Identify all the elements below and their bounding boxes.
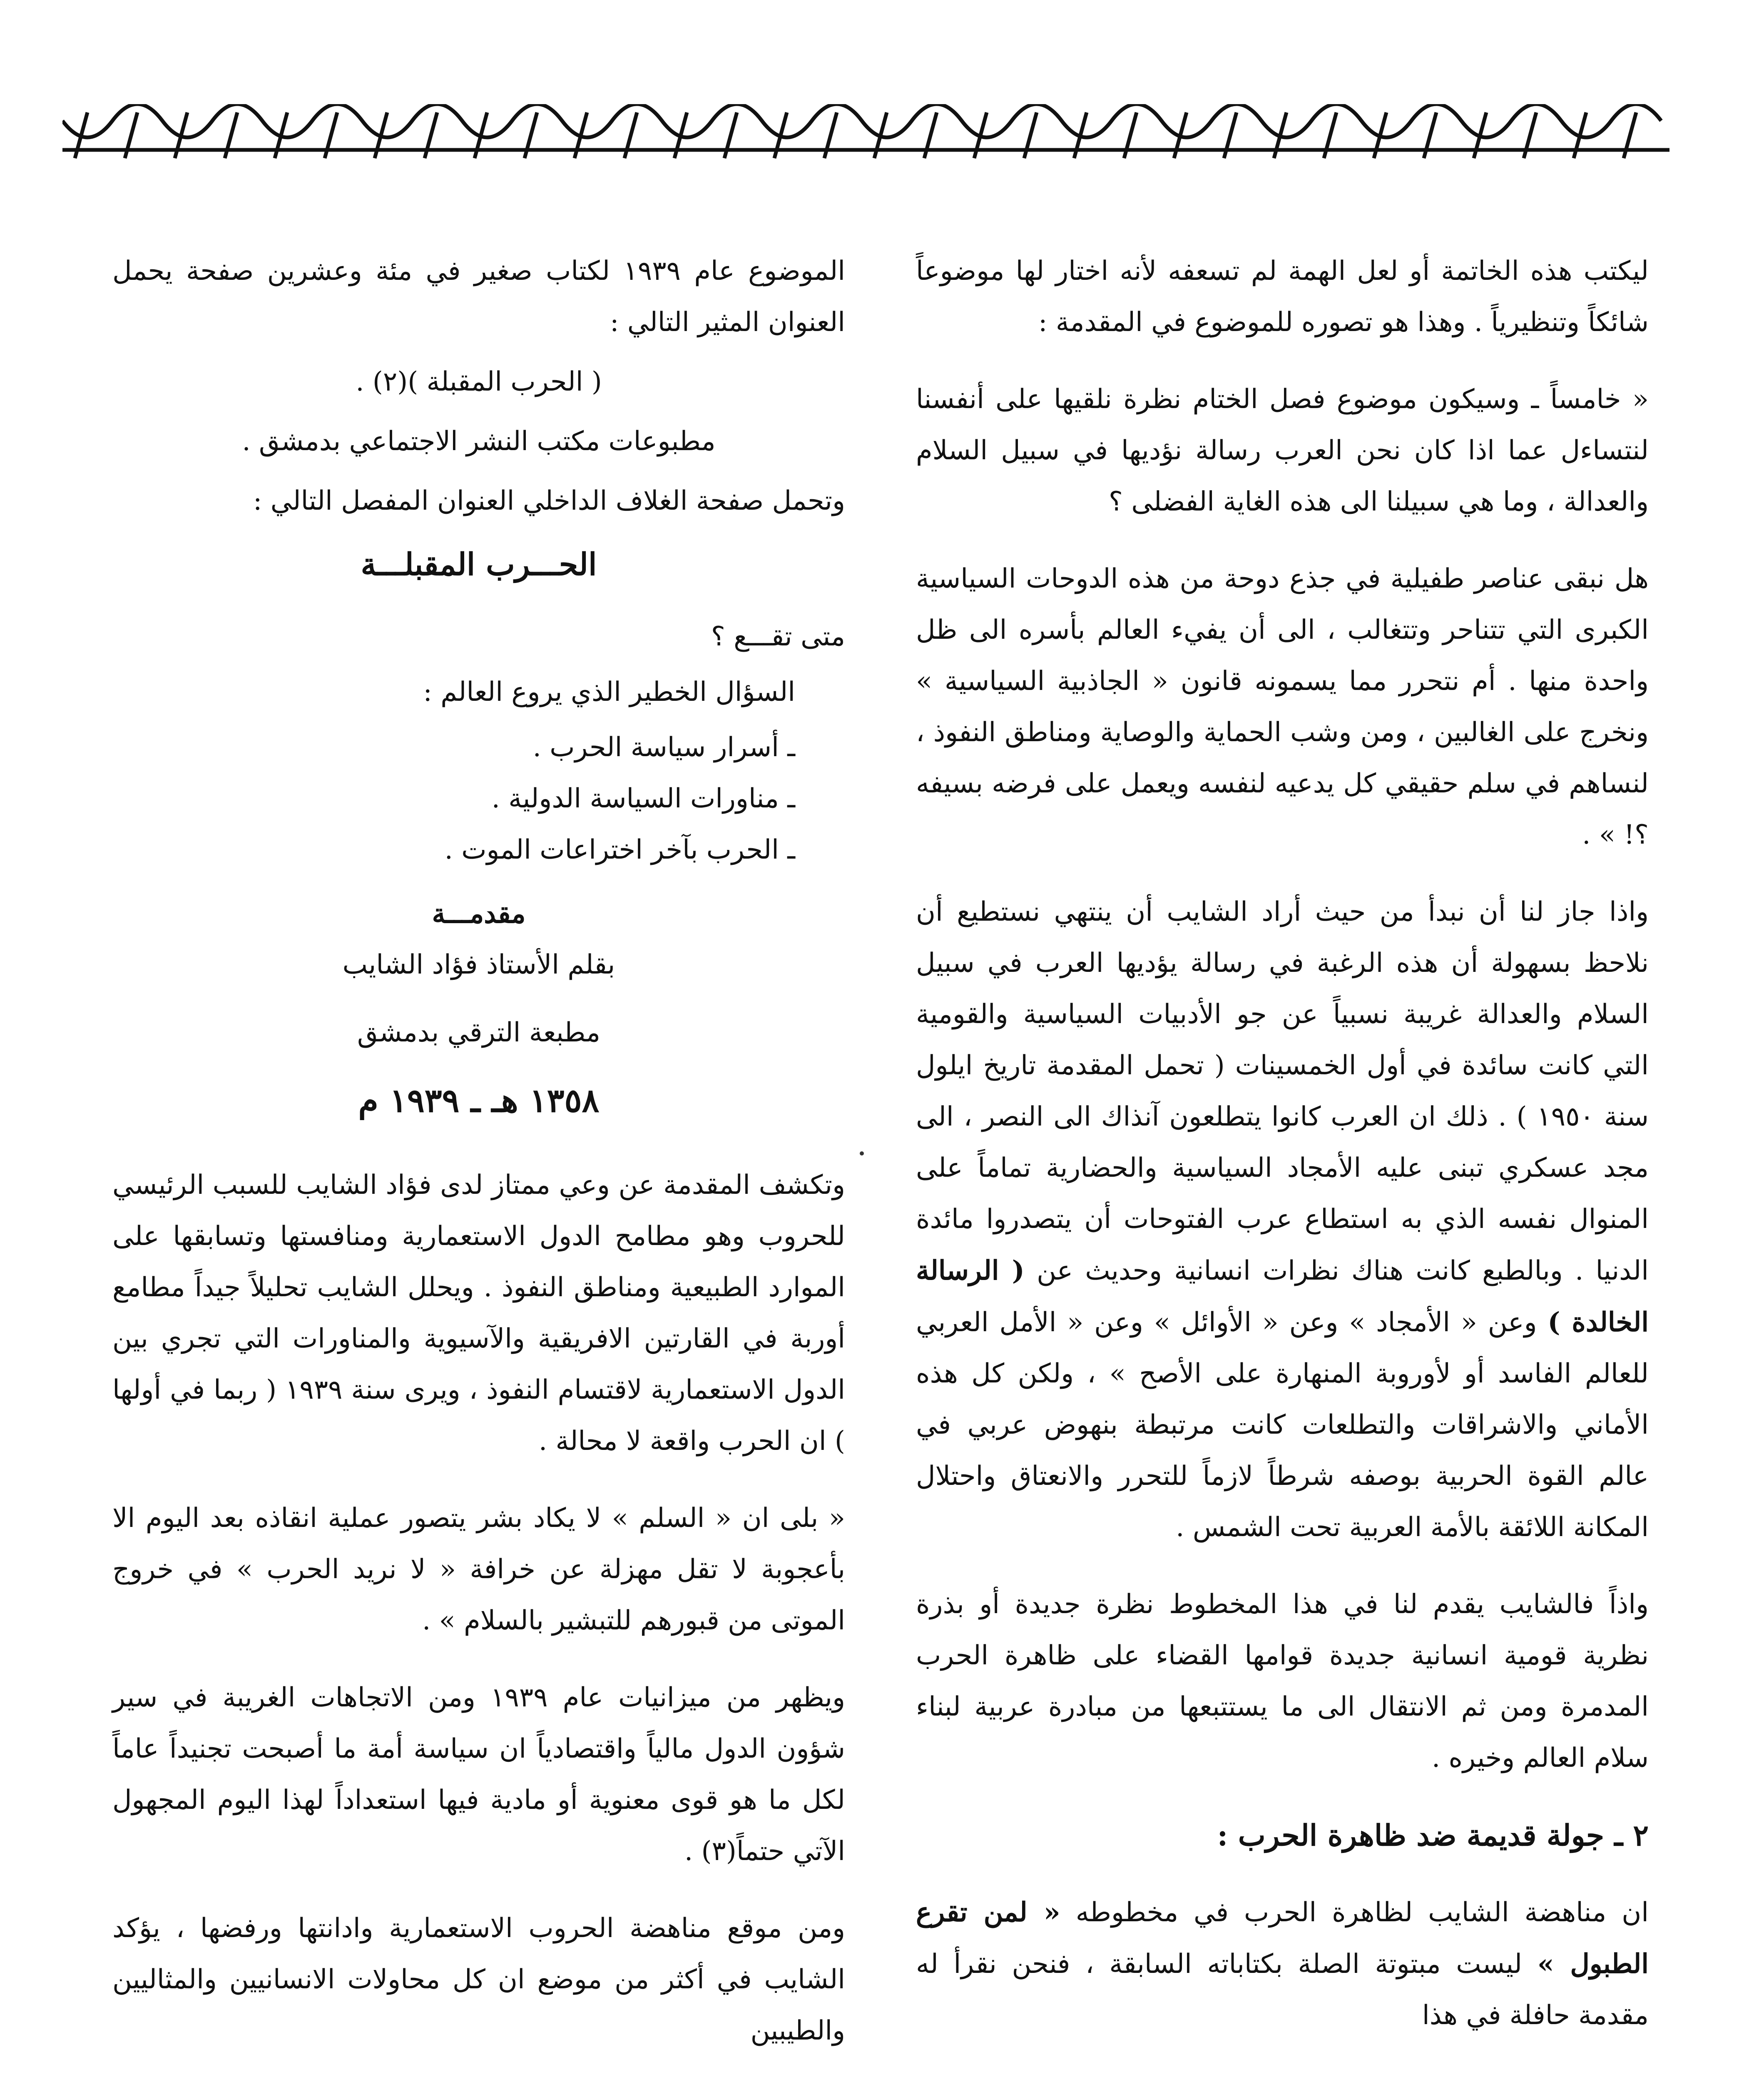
paragraph: الموضوع عام ١٩٣٩ لكتاب صغير في مئة وعشرين صفحة يحمل العنوان المثير التالي : xyxy=(112,256,846,338)
cover-press: مطبعة الترقي بدمشق xyxy=(357,1017,600,1048)
cover-heading: الحـــرب المقبلـــة xyxy=(361,547,597,583)
paragraph: ويظهر من ميزانيات عام ١٩٣٩ ومن الاتجاهات الغريبة في سير شؤون الدول مالياً واقتصادياً ان سياسة أمة ما أصبحت تجنيداً عاماً لكل ما هو قوى معنوية أو مادية فيها استعداداً لهذا اليوم المجهول الآتي حتماً(٣) . xyxy=(112,1682,846,1867)
paragraph-text: واذا جاز لنا أن نبدأ من حيث أراد الشايب أن ينتهي نستطيع أن نلاحظ بسهولة أن هذه الرغبة في رسالة يؤديها العرب في سبيل السلام والعدالة غريبة نسبياً عن جو الأدبيات السياسية والقومية التي كانت سائدة في أول الخمسينات ( تحمل المقدمة تاريخ ايلول سنة ١٩٥٠ ) . ذلك ان العرب كانوا يتطلعون آنذاك الى النصر ، الى مجد عسكري تبنى عليه الأمجاد السياسية والحضارية تماماً على المنوال نفسه الذي به استطاع عرب الفتوحات أن يتصدروا مائدة الدنيا . وبالطبع كانت هناك نظرات انسانية وحديث عن xyxy=(916,897,1649,1286)
cover-author: بقلم الأستاذ فؤاد الشايب xyxy=(342,949,615,980)
quote-paragraph: « خامساً ـ وسيكون موضوع فصل الختام نظرة نلقيها على أنفسنا لنتساءل عما اذا كان نحن العرب رسالة نؤديها في سبيل السلام والعدالة ، وما هي سبيلنا الى هذه الغاية الفضلى ؟ xyxy=(916,384,1649,517)
left-column xyxy=(112,246,845,2082)
cover-intro-word: مقدمـــة xyxy=(432,898,526,929)
paragraph xyxy=(916,887,1649,1553)
right-column xyxy=(916,246,1649,2067)
publisher-line: مطبوعات مكتب النشر الاجتماعي بدمشق . xyxy=(242,426,716,457)
decorative-border-ornament xyxy=(62,104,1669,167)
paragraph xyxy=(916,1887,1649,2041)
quote-paragraph: « بلى ان « السلم » لا يكاد بشر يتصور عملية انقاذه بعد اليوم الا بأعجوبة لا تقل مهزلة عن خرافة « لا نريد الحرب » في خروج الموتى من قبورهم للتبشير بالسلام » . xyxy=(112,1503,846,1636)
cover-items-list xyxy=(112,722,845,876)
section-title: ٢ ـ جولة قديمة ضد ظاهرة الحرب : xyxy=(1217,1818,1649,1853)
speck xyxy=(860,1151,864,1156)
cover-date: ١٣٥٨ هـ ـ ١٩٣٩ م xyxy=(358,1082,600,1120)
quote-paragraph: هل نبقى عناصر طفيلية في جذع دوحة من هذه الدوحات السياسية الكبرى التي تتناحر وتتغالب ، الى أن يفيء العالم بأسره الى ظل واحدة منها . أم نتحرر مما يسمونه قانون « الجاذبية السياسية » ونخرج على الغالبين ، ومن وشب الحماية والوصاية ومناطق النفوذ ، لنساهم في سلم حقيقي كل يدعيه لنفسه ويعمل على فرضه بسيفه ؟! » . xyxy=(916,563,1649,850)
paragraph: ومن موقع مناهضة الحروب الاستعمارية وادانتها ورفضها ، يؤكد الشايب في أكثر من موضع ان كل محاولات الانسانيين والمثاليين والطيبين xyxy=(112,1913,845,2046)
paragraph: وتحمل صفحة الغلاف الداخلي العنوان المفصل التالي : xyxy=(253,486,845,516)
paragraph: ليكتب هذه الخاتمة أو لعل الهمة لم تسعفه لأنه اختار لها موضوعاً شائكاً وتنظيرياً . وهذا هو تصوره للموضوع في المقدمة : xyxy=(916,256,1649,338)
list-item: ـ مناورات السياسة الدولية . xyxy=(491,783,795,814)
list-item: ـ الحرب بآخر اختراعات الموت . xyxy=(444,834,795,865)
list-item: ـ أسرار سياسة الحرب . xyxy=(532,732,795,763)
paragraph: وتكشف المقدمة عن وعي ممتاز لدى فؤاد الشايب للسبب الرئيسي للحروب وهو مطامح الدول الاستعمارية ومنافستها وتسابقها على الموارد الطبيعية ومناطق النفوذ . ويحلل الشايب تحليلاً جيداً مطامع أوربة في القارتين الافريقية والآسيوية والمناورات التي تجري بين الدول الاستعمارية لاقتسام النفوذ ، ويرى سنة ١٩٣٩ ( ربما في أولها ) ان الحرب واقعة لا محالة . xyxy=(112,1170,846,1457)
paragraph-text: ليست مبتوتة الصلة بكتاباته السابقة ، فنحن نقرأ له مقدمة حافلة في هذا xyxy=(916,1949,1649,2031)
cover-subtitle: السؤال الخطير الذي يروع العالم : xyxy=(423,677,795,707)
cover-question: متى تقـــع ؟ xyxy=(711,621,845,652)
bold-phrase: « لمن تقرع الطبول » xyxy=(916,1897,1649,1980)
paragraph: واذاً فالشايب يقدم لنا في هذا المخطوط نظرة جديدة أو بذرة نظرية قومية انسانية جديدة قوامها القضاء على ظاهرة الحرب المدمرة ومن ثم الانتقال الى ما يستتبعها من مبادرة عربية لبناء سلام العالم وخيره . xyxy=(916,1589,1649,1773)
book-title-line: ( الحرب المقبلة )(٢) . xyxy=(356,366,602,397)
paragraph-text: وعن « الأمجاد » وعن « الأوائل » وعن « الأمل العربي للعالم الفاسد أو لأوروبة المنهارة على الأصح » ، ولكن كل هذه الأماني والاشراقات والتطلعات كانت مرتبطة بنهوض عربي في عالم القوة الحربية بوصفه شرطاً لازماً للتحرر والانعتاق واحتلال المكانة اللائقة بالأمة العربية تحت الشمس . xyxy=(916,1307,1649,1543)
bold-phrase: ( الرسالة الخالدة ) xyxy=(916,1255,1649,1338)
paragraph-text: ان مناهضة الشايب لظاهرة الحرب في مخطوطه xyxy=(1075,1897,1649,1928)
